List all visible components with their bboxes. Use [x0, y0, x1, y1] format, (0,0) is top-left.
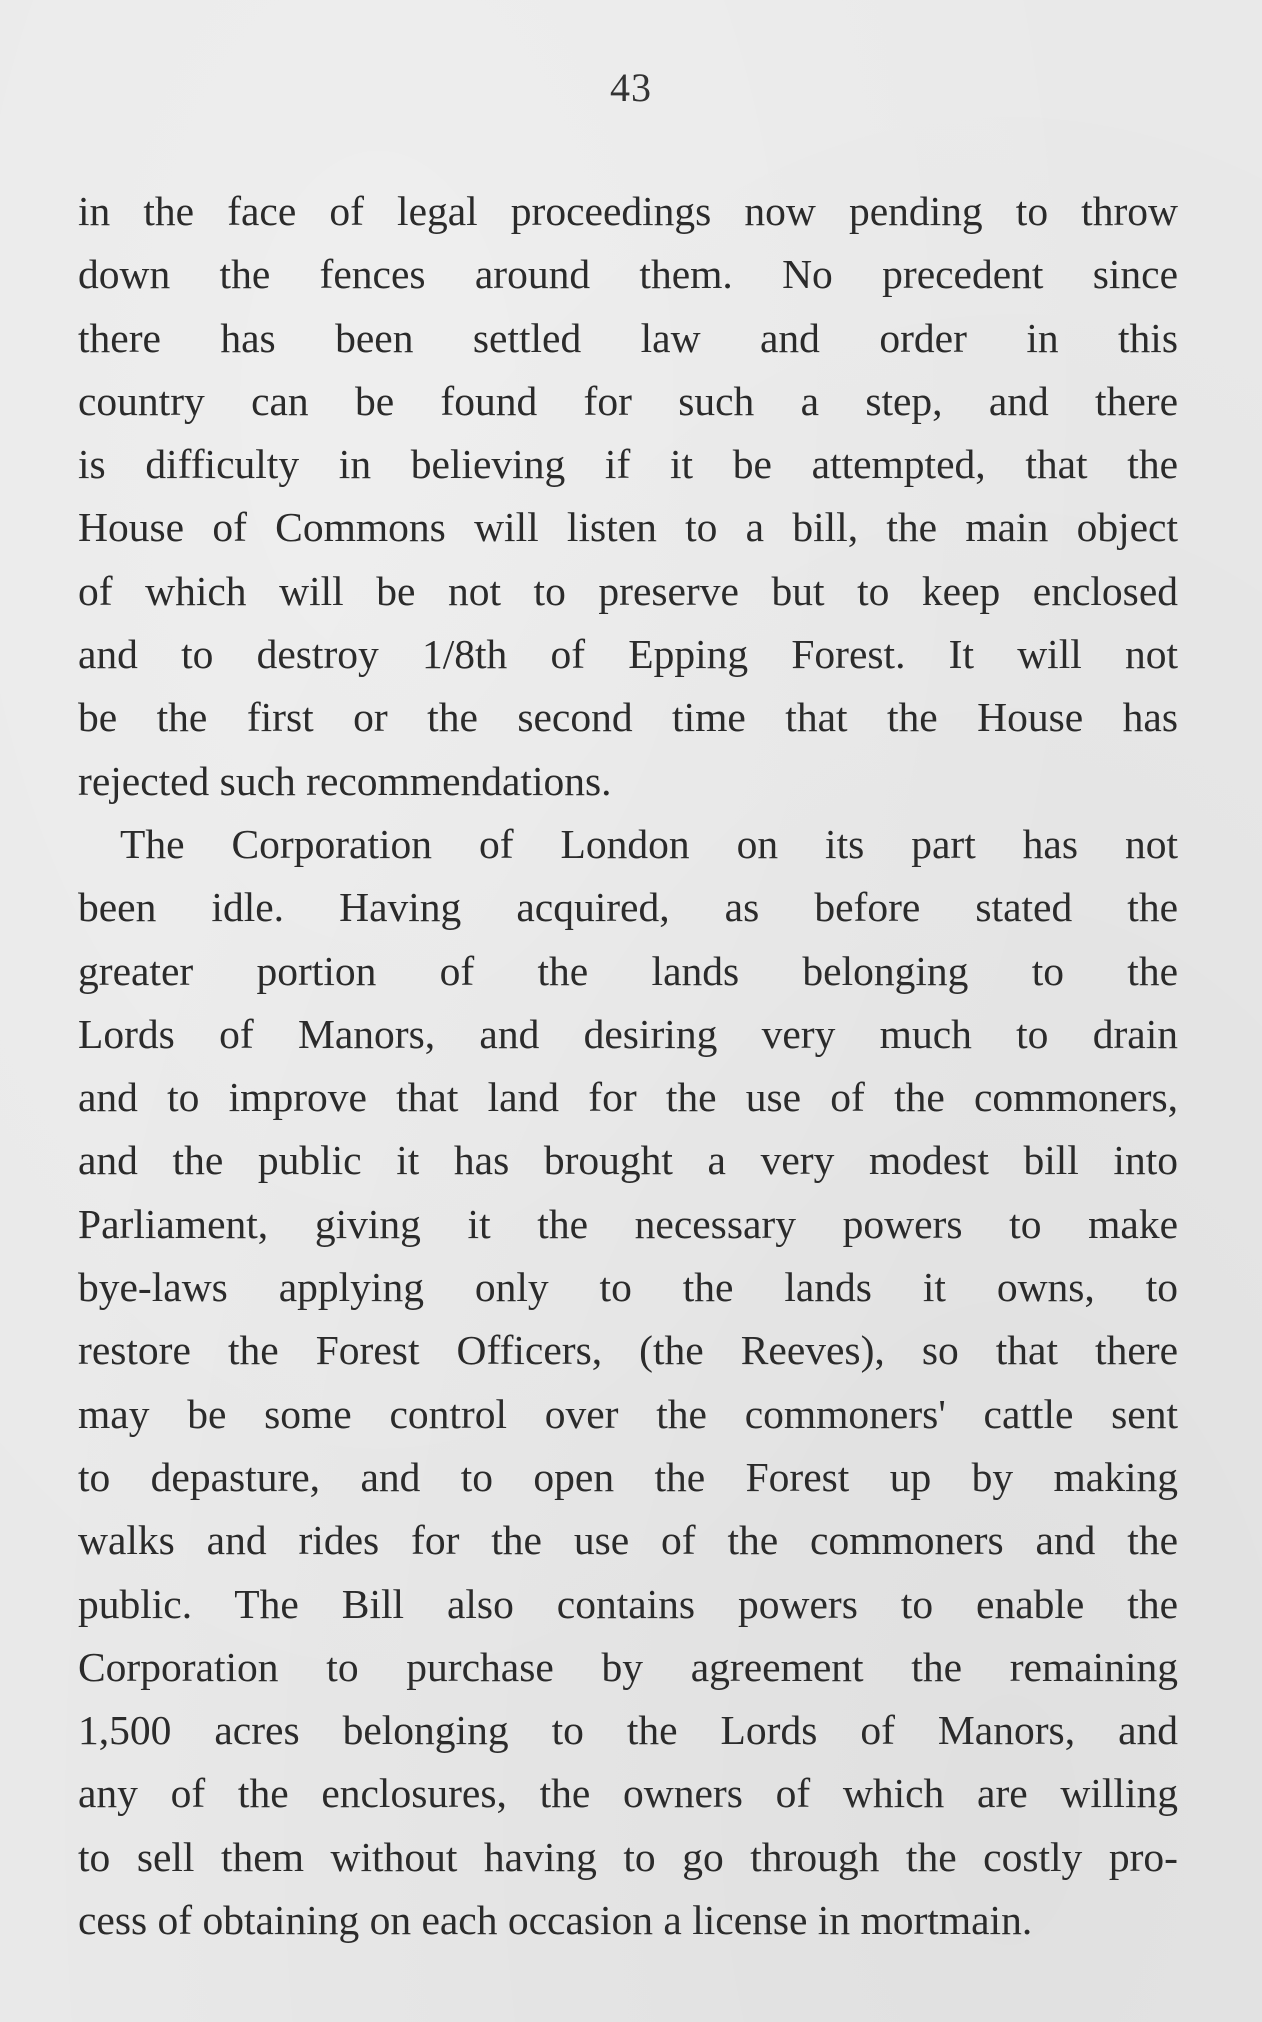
text-line: and the public it has brought a very modest bill into [78, 1137, 1178, 1184]
text-line: country can be found for such a step, and there [78, 377, 1178, 424]
text-line: greater portion of the lands belonging to the [78, 947, 1178, 994]
text-line: walks and rides for the use of the commoners and the [78, 1517, 1178, 1564]
text-line: in the face of legal proceedings now pending to throw [78, 188, 1178, 234]
text-line: been idle. Having acquired, as before stated the [78, 884, 1178, 931]
text-line: public. The Bill also contains powers to enable the [78, 1580, 1178, 1627]
text-line: there has been settled law and order in this [78, 314, 1178, 361]
paragraph [78, 813, 1178, 1952]
text-line: 1,500 acres belonging to the Lords of Manors, and [78, 1707, 1178, 1754]
body-text [78, 180, 1178, 1952]
text-line: any of the enclosures, the owners of which are willing [78, 1770, 1178, 1817]
text-line: of which will be not to preserve but to keep enclosed [78, 567, 1178, 614]
text-line: cess of obtaining on each occasion a license in mortmain. [78, 1897, 1033, 1944]
text-line: Corporation to purchase by agreement the remaining [78, 1643, 1178, 1690]
text-line: Lords of Manors, and desiring very much to drain [78, 1010, 1178, 1057]
text-line: down the fences around them. No precedent since [78, 251, 1178, 298]
text-line: restore the Forest Officers, (the Reeves), so that there [78, 1327, 1178, 1374]
text-line: Parliament, giving it the necessary powers to make [78, 1200, 1178, 1247]
text-line: is difficulty in believing if it be attempted, that the [78, 441, 1178, 488]
text-line: may be some control over the commoners' cattle sent [78, 1390, 1178, 1437]
page-number: 43 [610, 65, 652, 110]
text-line: The Corporation of London on its part has not [120, 820, 1178, 867]
text-line: and to destroy 1/8th of Epping Forest. It will not [78, 631, 1178, 678]
text-line: House of Commons will listen to a bill, the main object [78, 504, 1178, 551]
text-line: bye-laws applying only to the lands it owns, to [78, 1264, 1178, 1311]
text-line: rejected such recommendations. [78, 757, 612, 804]
text-line: and to improve that land for the use of the commoners, [78, 1074, 1178, 1121]
text-line: be the first or the second time that the House has [78, 694, 1178, 741]
text-line: to depasture, and to open the Forest up by making [78, 1453, 1178, 1500]
paragraph [78, 180, 1178, 813]
text-line: to sell them without having to go through the costly pro- [78, 1833, 1178, 1880]
